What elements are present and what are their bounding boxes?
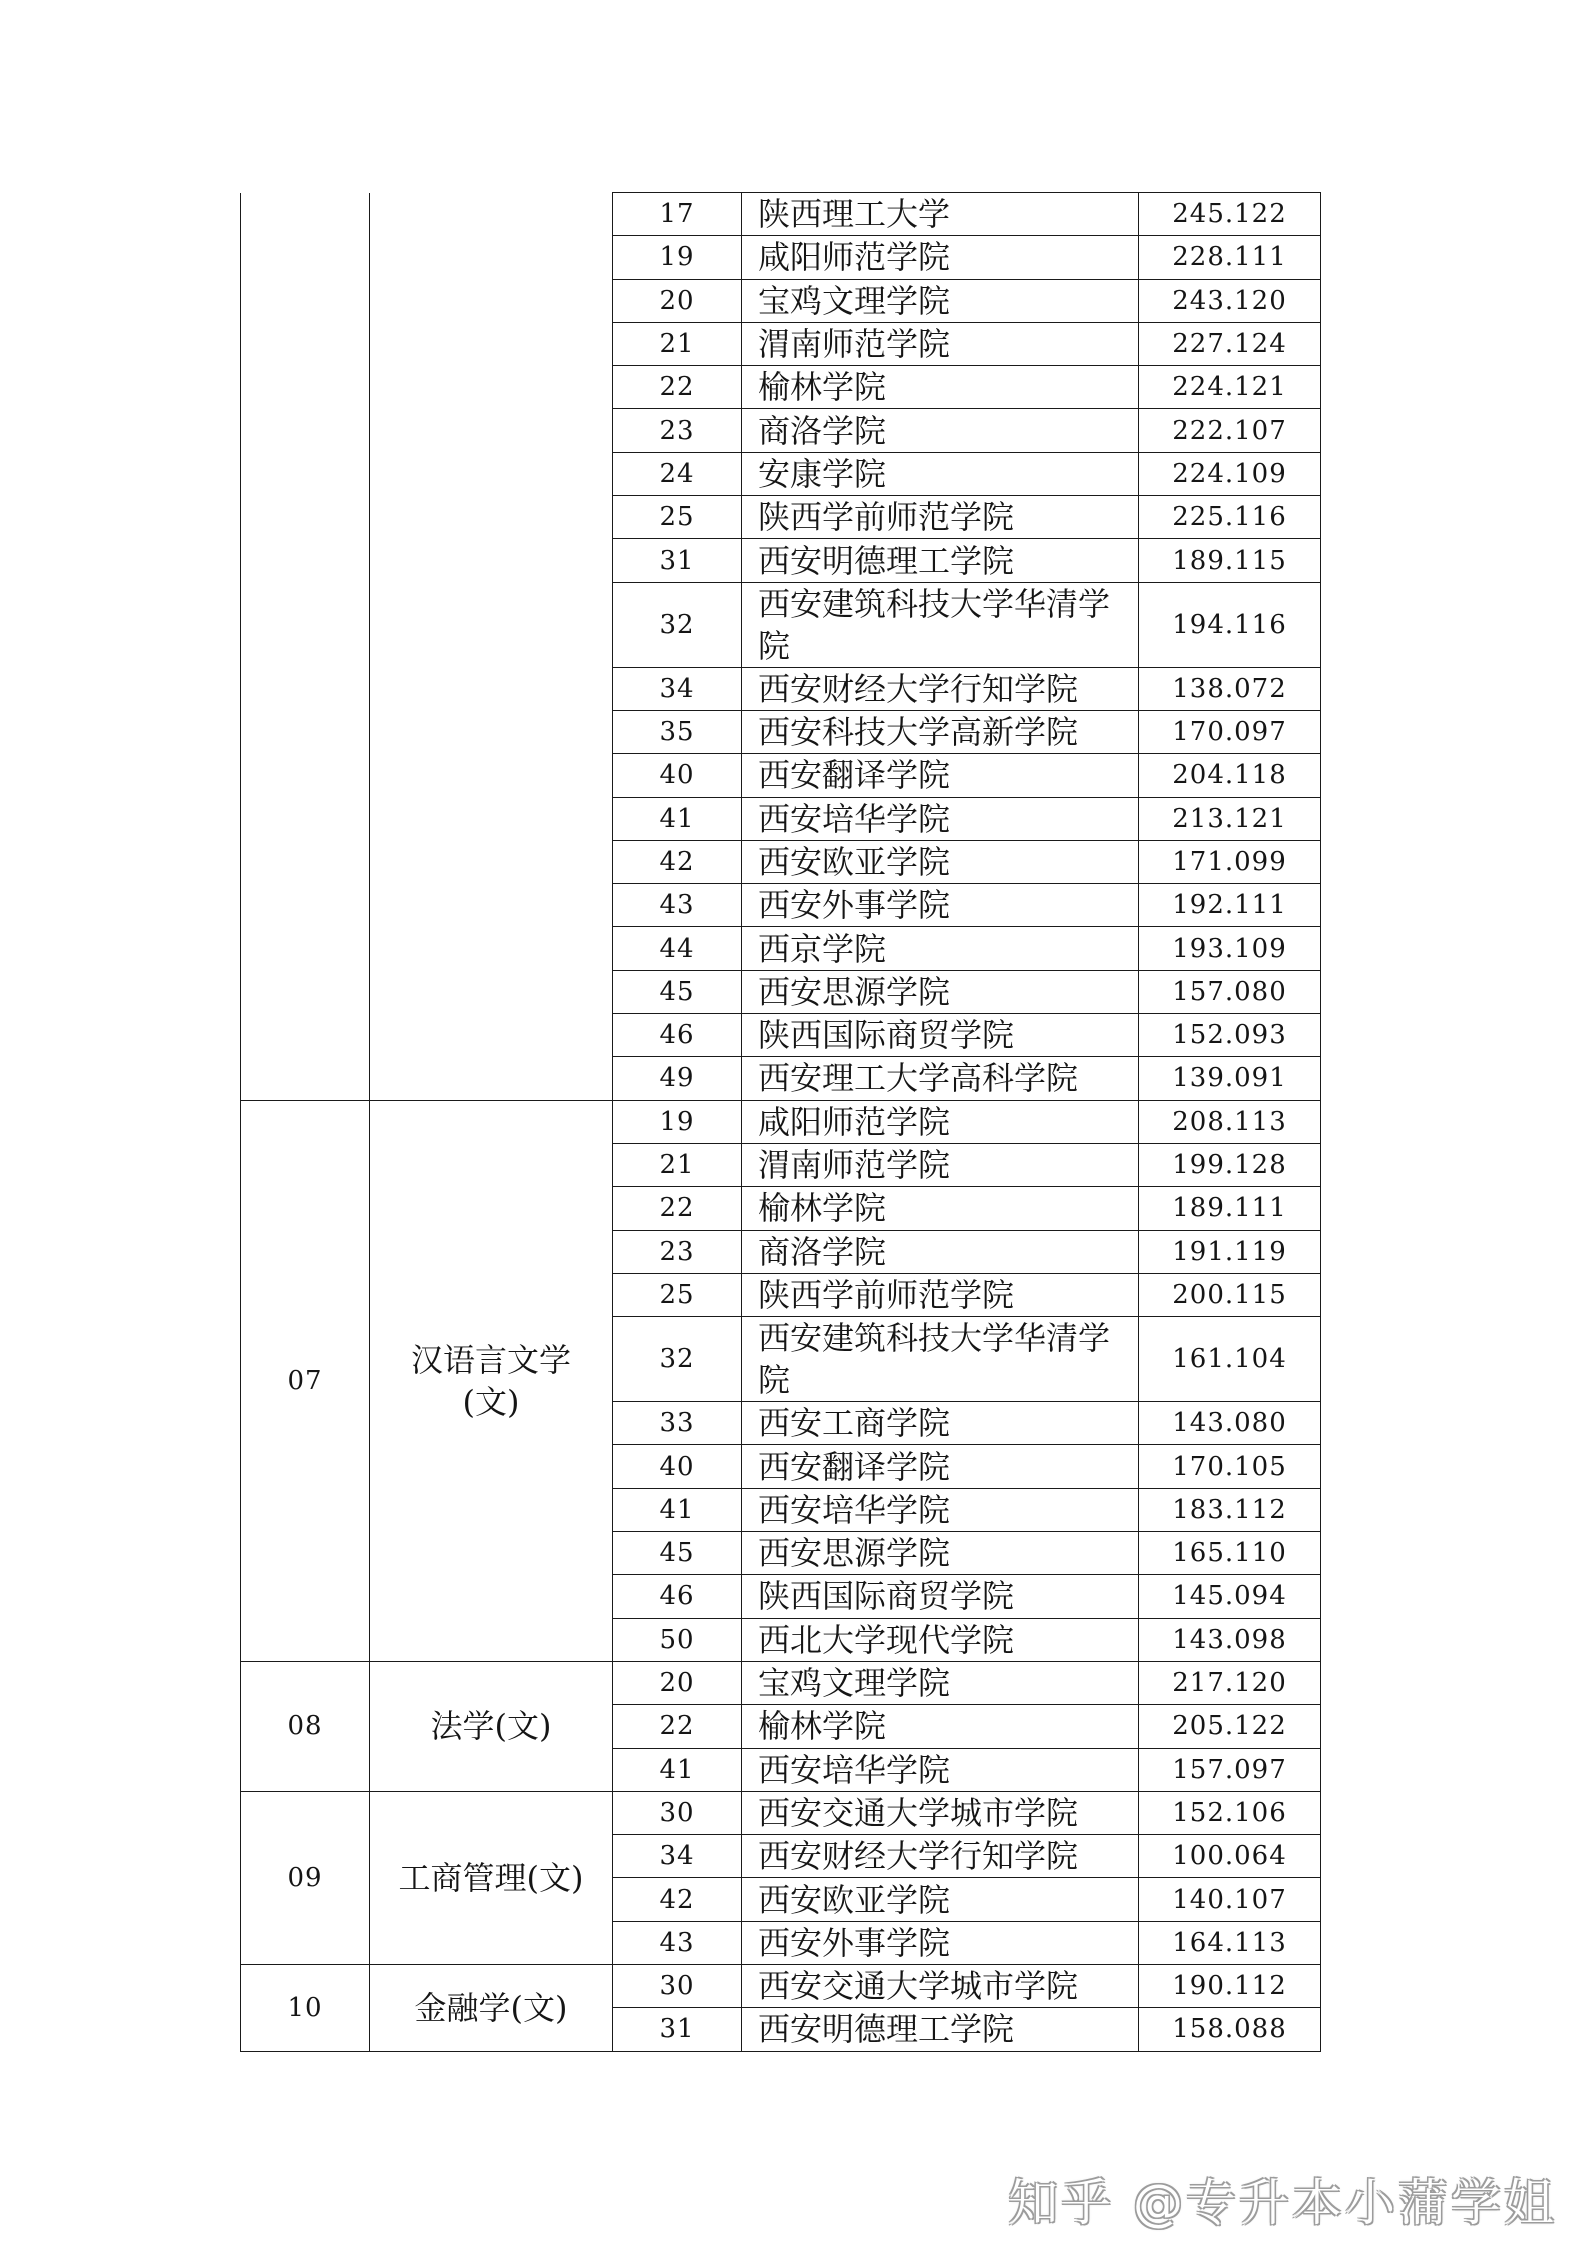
school-code: 23 bbox=[613, 409, 742, 452]
school-code: 19 bbox=[613, 1100, 742, 1143]
school-name: 陕西理工大学 bbox=[742, 193, 1139, 236]
school-code: 20 bbox=[613, 1661, 742, 1704]
school-name: 陕西国际商贸学院 bbox=[742, 1014, 1139, 1057]
school-code: 49 bbox=[613, 1057, 742, 1100]
table-row bbox=[241, 193, 1321, 236]
school-code: 45 bbox=[613, 970, 742, 1013]
school-name: 西安翻译学院 bbox=[742, 1445, 1139, 1488]
score: 224.109 bbox=[1139, 452, 1321, 495]
major-name: 汉语言文学 (文) bbox=[370, 1100, 613, 1661]
score: 217.120 bbox=[1139, 1661, 1321, 1704]
score: 193.109 bbox=[1139, 927, 1321, 970]
score: 224.121 bbox=[1139, 366, 1321, 409]
school-code: 41 bbox=[613, 1488, 742, 1531]
school-name: 西安理工大学高科学院 bbox=[742, 1057, 1139, 1100]
score: 225.116 bbox=[1139, 496, 1321, 539]
school-code: 32 bbox=[613, 582, 742, 667]
major-name bbox=[370, 193, 613, 1101]
school-name: 西安欧亚学院 bbox=[742, 840, 1139, 883]
score: 227.124 bbox=[1139, 322, 1321, 365]
score: 152.106 bbox=[1139, 1791, 1321, 1834]
school-name: 西安工商学院 bbox=[742, 1402, 1139, 1445]
school-name: 西安培华学院 bbox=[742, 1488, 1139, 1531]
school-code: 43 bbox=[613, 884, 742, 927]
table-row bbox=[241, 1964, 1321, 2007]
school-name: 西安翻译学院 bbox=[742, 754, 1139, 797]
school-name: 西安科技大学高新学院 bbox=[742, 710, 1139, 753]
score: 228.111 bbox=[1139, 236, 1321, 279]
school-code: 31 bbox=[613, 2008, 742, 2051]
school-name: 西安外事学院 bbox=[742, 1921, 1139, 1964]
admission-score-table bbox=[240, 192, 1321, 2052]
school-code: 23 bbox=[613, 1230, 742, 1273]
school-name: 西安明德理工学院 bbox=[742, 2008, 1139, 2051]
score: 139.091 bbox=[1139, 1057, 1321, 1100]
score: 190.112 bbox=[1139, 1964, 1321, 2007]
school-code: 17 bbox=[613, 193, 742, 236]
score: 192.111 bbox=[1139, 884, 1321, 927]
score: 171.099 bbox=[1139, 840, 1321, 883]
score: 204.118 bbox=[1139, 754, 1321, 797]
major-name: 金融学(文) bbox=[370, 1964, 613, 2051]
school-name: 西安财经大学行知学院 bbox=[742, 1835, 1139, 1878]
school-code: 30 bbox=[613, 1791, 742, 1834]
school-name: 西安欧亚学院 bbox=[742, 1878, 1139, 1921]
school-code: 24 bbox=[613, 452, 742, 495]
group-code: 10 bbox=[241, 1964, 370, 2051]
school-name: 西安财经大学行知学院 bbox=[742, 667, 1139, 710]
score: 157.097 bbox=[1139, 1748, 1321, 1791]
school-code: 33 bbox=[613, 1402, 742, 1445]
school-name: 商洛学院 bbox=[742, 1230, 1139, 1273]
school-code: 42 bbox=[613, 840, 742, 883]
school-code: 35 bbox=[613, 710, 742, 753]
score: 145.094 bbox=[1139, 1575, 1321, 1618]
school-code: 41 bbox=[613, 1748, 742, 1791]
school-name: 西安建筑科技大学华清学院 bbox=[742, 582, 1139, 667]
school-name: 西安培华学院 bbox=[742, 1748, 1139, 1791]
school-name: 榆林学院 bbox=[742, 366, 1139, 409]
school-name: 陕西学前师范学院 bbox=[742, 1273, 1139, 1316]
school-code: 22 bbox=[613, 366, 742, 409]
school-name: 西安明德理工学院 bbox=[742, 539, 1139, 582]
school-name: 西安建筑科技大学华清学院 bbox=[742, 1317, 1139, 1402]
score: 138.072 bbox=[1139, 667, 1321, 710]
school-name: 安康学院 bbox=[742, 452, 1139, 495]
group-code bbox=[241, 193, 370, 1101]
school-code: 41 bbox=[613, 797, 742, 840]
school-code: 44 bbox=[613, 927, 742, 970]
school-name: 西安培华学院 bbox=[742, 797, 1139, 840]
score: 189.115 bbox=[1139, 539, 1321, 582]
school-code: 31 bbox=[613, 539, 742, 582]
watermark: 知乎 @专升本小蒲学姐 bbox=[1008, 2174, 1557, 2232]
score: 213.121 bbox=[1139, 797, 1321, 840]
table-row bbox=[241, 1661, 1321, 1704]
school-name: 西安思源学院 bbox=[742, 1532, 1139, 1575]
school-code: 19 bbox=[613, 236, 742, 279]
school-code: 32 bbox=[613, 1317, 742, 1402]
school-name: 西京学院 bbox=[742, 927, 1139, 970]
school-code: 46 bbox=[613, 1014, 742, 1057]
school-code: 25 bbox=[613, 496, 742, 539]
school-code: 45 bbox=[613, 1532, 742, 1575]
score: 157.080 bbox=[1139, 970, 1321, 1013]
school-name: 咸阳师范学院 bbox=[742, 236, 1139, 279]
score: 200.115 bbox=[1139, 1273, 1321, 1316]
score: 205.122 bbox=[1139, 1705, 1321, 1748]
school-code: 43 bbox=[613, 1921, 742, 1964]
table-row bbox=[241, 1100, 1321, 1143]
score: 208.113 bbox=[1139, 1100, 1321, 1143]
school-code: 34 bbox=[613, 1835, 742, 1878]
score: 194.116 bbox=[1139, 582, 1321, 667]
school-code: 25 bbox=[613, 1273, 742, 1316]
school-name: 西安思源学院 bbox=[742, 970, 1139, 1013]
school-code: 22 bbox=[613, 1705, 742, 1748]
score: 222.107 bbox=[1139, 409, 1321, 452]
school-name: 陕西国际商贸学院 bbox=[742, 1575, 1139, 1618]
table-row bbox=[241, 1791, 1321, 1834]
score: 191.119 bbox=[1139, 1230, 1321, 1273]
score: 158.088 bbox=[1139, 2008, 1321, 2051]
major-name: 工商管理(文) bbox=[370, 1791, 613, 1964]
school-name: 陕西学前师范学院 bbox=[742, 496, 1139, 539]
school-code: 30 bbox=[613, 1964, 742, 2007]
group-code: 09 bbox=[241, 1791, 370, 1964]
school-name: 西安交通大学城市学院 bbox=[742, 1964, 1139, 2007]
school-code: 40 bbox=[613, 754, 742, 797]
school-code: 21 bbox=[613, 1143, 742, 1186]
major-name: 法学(文) bbox=[370, 1661, 613, 1791]
school-name: 宝鸡文理学院 bbox=[742, 279, 1139, 322]
group-code: 07 bbox=[241, 1100, 370, 1661]
school-code: 46 bbox=[613, 1575, 742, 1618]
school-name: 榆林学院 bbox=[742, 1705, 1139, 1748]
school-name: 西北大学现代学院 bbox=[742, 1618, 1139, 1661]
school-code: 20 bbox=[613, 279, 742, 322]
score: 140.107 bbox=[1139, 1878, 1321, 1921]
school-name: 咸阳师范学院 bbox=[742, 1100, 1139, 1143]
score: 183.112 bbox=[1139, 1488, 1321, 1531]
school-name: 西安交通大学城市学院 bbox=[742, 1791, 1139, 1834]
score: 170.097 bbox=[1139, 710, 1321, 753]
score: 164.113 bbox=[1139, 1921, 1321, 1964]
score: 143.098 bbox=[1139, 1618, 1321, 1661]
school-code: 22 bbox=[613, 1187, 742, 1230]
school-code: 42 bbox=[613, 1878, 742, 1921]
school-code: 21 bbox=[613, 322, 742, 365]
school-name: 西安外事学院 bbox=[742, 884, 1139, 927]
score: 143.080 bbox=[1139, 1402, 1321, 1445]
score: 199.128 bbox=[1139, 1143, 1321, 1186]
score: 152.093 bbox=[1139, 1014, 1321, 1057]
score: 161.104 bbox=[1139, 1317, 1321, 1402]
school-code: 40 bbox=[613, 1445, 742, 1488]
score: 243.120 bbox=[1139, 279, 1321, 322]
score: 170.105 bbox=[1139, 1445, 1321, 1488]
score: 100.064 bbox=[1139, 1835, 1321, 1878]
score: 189.111 bbox=[1139, 1187, 1321, 1230]
school-code: 34 bbox=[613, 667, 742, 710]
school-name: 渭南师范学院 bbox=[742, 322, 1139, 365]
school-code: 50 bbox=[613, 1618, 742, 1661]
group-code: 08 bbox=[241, 1661, 370, 1791]
school-name: 榆林学院 bbox=[742, 1187, 1139, 1230]
school-name: 商洛学院 bbox=[742, 409, 1139, 452]
school-name: 渭南师范学院 bbox=[742, 1143, 1139, 1186]
score: 165.110 bbox=[1139, 1532, 1321, 1575]
school-name: 宝鸡文理学院 bbox=[742, 1661, 1139, 1704]
score: 245.122 bbox=[1139, 193, 1321, 236]
